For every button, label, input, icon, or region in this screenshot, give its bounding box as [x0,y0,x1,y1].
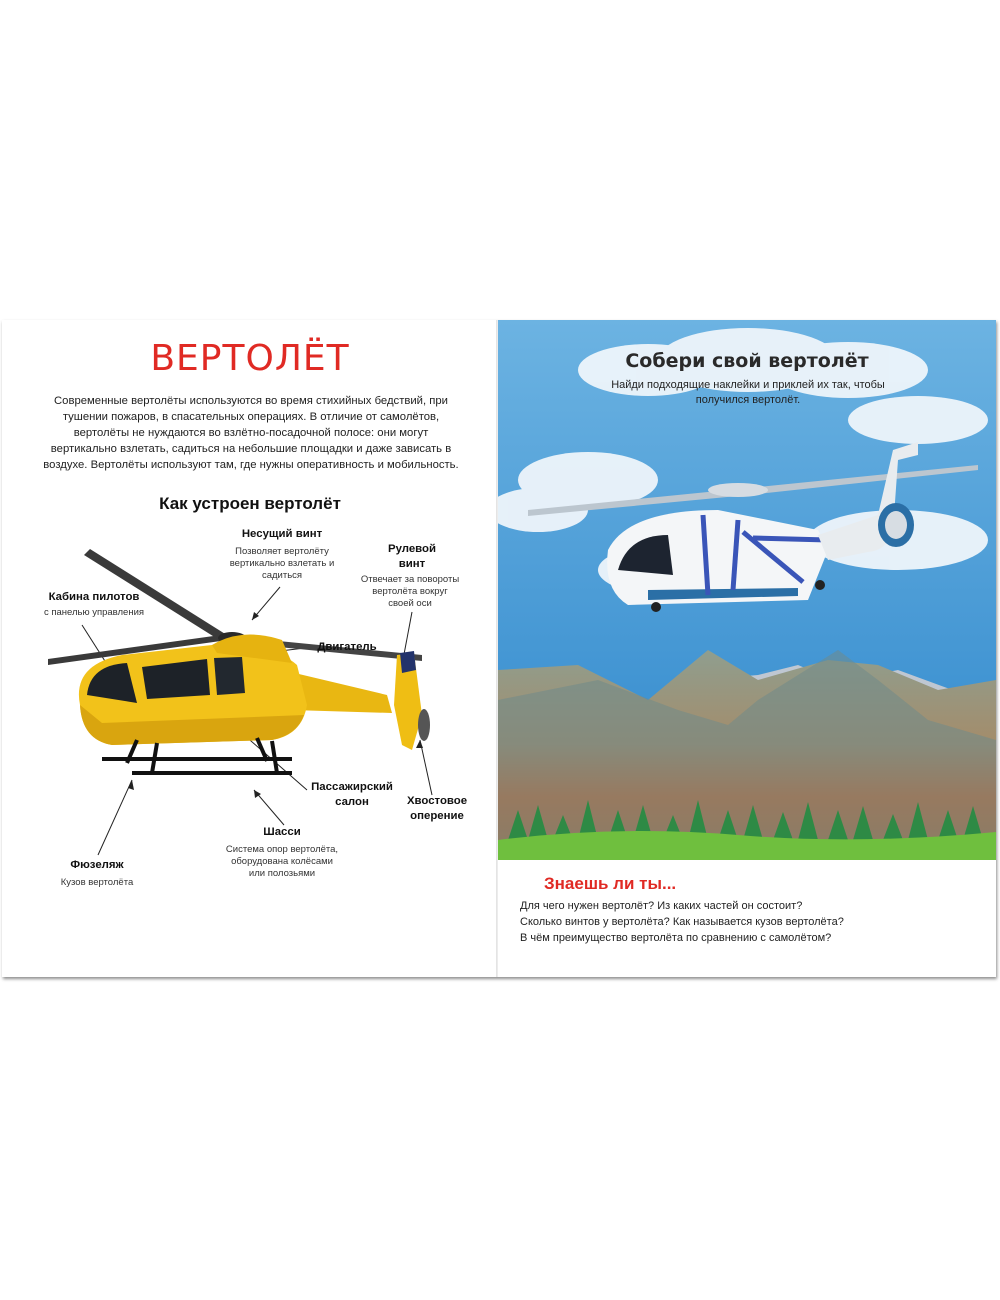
right-page [498,320,996,977]
book-spread [2,320,996,977]
left-page [2,320,498,977]
diagram-heading: Как устроен вертолёт [159,494,341,513]
did-you-know-title: Знаешь ли ты... [544,874,677,893]
callout-main-rotor-desc: Позволяет вертолёту вертикально взлетать и садиться [229,546,335,581]
callout-cockpit-desc: с панелью управления [43,607,145,618]
intro-paragraph: Современные вертолёты используются во время стихийных бедствий, при тушении пожаров, в спасательных операциях. В отличие от самолётов, вертолёты не нуждаются во взлётно-посадочной полосе: они могут вертикально взлетать, садиться на небольшие площадки и даже зависать в воздухе. Вертолёты используют там, где нужны оперативность и мобильность. [43,395,459,471]
question-list [520,898,844,946]
activity-instructions: Найди подходящие наклейки и приклей их так, чтобы получился вертолёт. [611,379,885,406]
question-item: В чём преимущество вертолёта по сравнению с самолётом? [520,932,832,944]
callout-cabin-title: Пассажирский салон [311,781,393,808]
callout-chassis-title: Шасси [263,826,301,838]
activity-title: Собери свой вертолёт [625,350,869,372]
callout-tail-title: Хвостовое оперение [406,795,468,822]
page-title: ВЕРТОЛЁТ [150,338,350,379]
callout-engine-title: Двигатель [317,641,377,653]
callout-main-rotor-title: Несущий винт [241,528,323,540]
callout-cockpit-title: Кабина пилотов [48,591,140,603]
question-item: Для чего нужен вертолёт? Из каких частей он состоит? [520,900,803,912]
callout-tail-rotor-title: Рулевой винт [387,543,436,570]
question-item: Сколько винтов у вертолёта? Как называется кузов вертолёта? [520,916,844,928]
callout-chassis-desc: Система опор вертолёта, оборудована колёсами или полозьями [225,844,339,879]
callout-fuselage-desc: Кузов вертолёта [60,877,134,888]
callout-tail-rotor-desc: Отвечает за повороты вертолёта вокруг своей оси [360,574,460,609]
callout-fuselage-title: Фюзеляж [70,859,124,871]
